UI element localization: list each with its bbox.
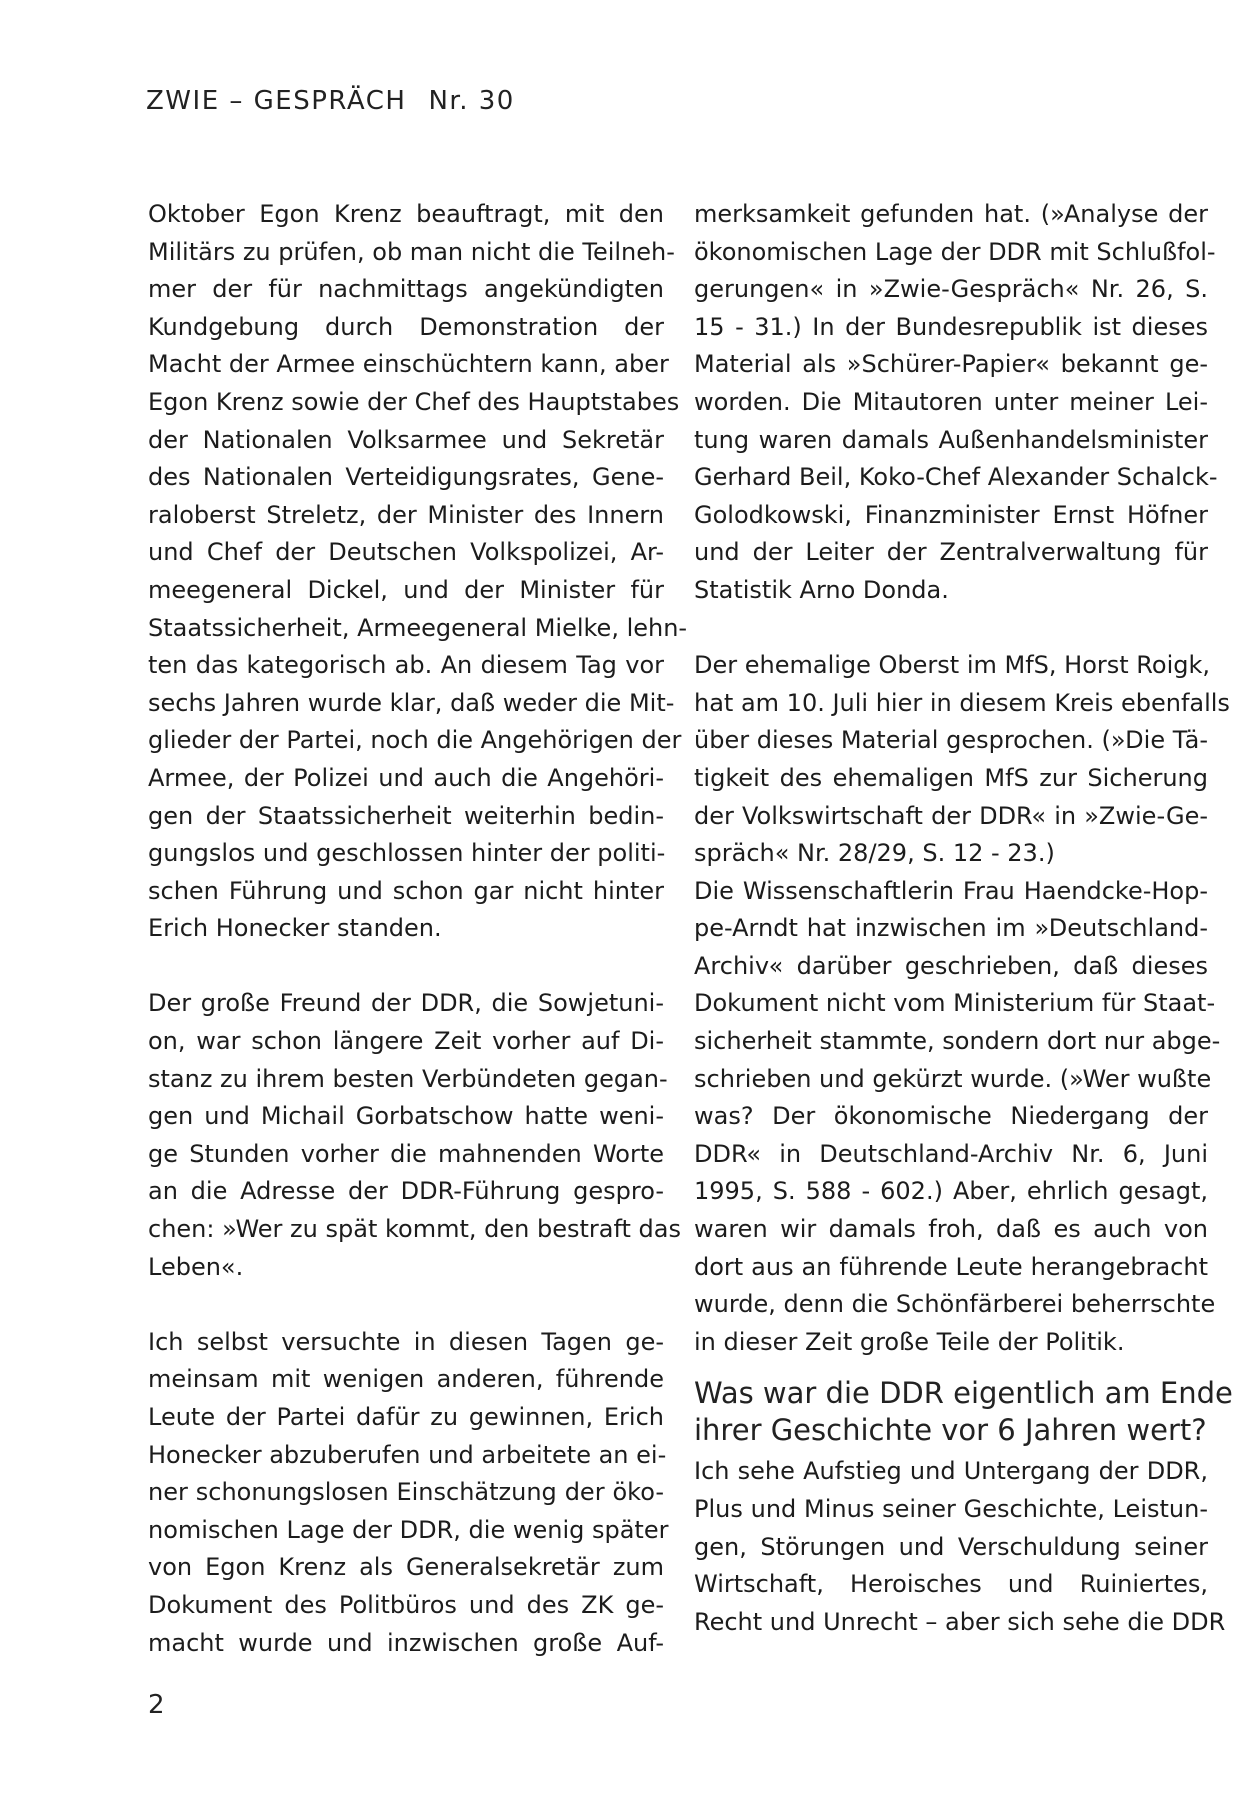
text-line: glieder der Partei, noch die Angehörigen der bbox=[148, 726, 682, 755]
right-column bbox=[694, 196, 1233, 1641]
text-line: mer der für nachmittags angekündigten bbox=[148, 275, 664, 304]
text-line: Militärs zu prüfen, ob man nicht die Teilneh- bbox=[148, 237, 675, 266]
text-line: macht wurde und inzwischen große Auf- bbox=[148, 1628, 664, 1657]
text-line: Dokument nicht vom Ministerium für Staat- bbox=[694, 989, 1216, 1018]
text-line: schen Führung und schon gar nicht hinter bbox=[148, 876, 664, 905]
heading-line: Was war die DDR eigentlich am Ende bbox=[694, 1376, 1233, 1411]
text-line: ökonomischen Lage der DDR mit Schlußfol- bbox=[694, 237, 1216, 266]
text-line: und Chef der Deutschen Volkspolizei, Ar- bbox=[148, 538, 664, 567]
text-line: von Egon Krenz als Generalsekretär zum bbox=[148, 1553, 664, 1582]
paragraph bbox=[694, 647, 1230, 873]
text-line: Oktober Egon Krenz beauftragt, mit den bbox=[148, 200, 664, 228]
text-line: Honecker abzuberufen und arbeitete an ei- bbox=[148, 1440, 667, 1469]
text-line: gen der Staatssicherheit weiterhin bedin- bbox=[148, 801, 664, 830]
text-line: tigkeit des ehemaligen MfS zur Sicherung bbox=[694, 763, 1208, 792]
text-line: schrieben und gekürzt wurde. (»Wer wußte bbox=[694, 1064, 1212, 1093]
text-line: Archiv« darüber geschrieben, daß dieses bbox=[694, 951, 1208, 980]
heading-line: ihrer Geschichte vor 6 Jahren wert? bbox=[694, 1413, 1207, 1448]
text-line: Wirtschaft, Heroisches und Ruiniertes, bbox=[694, 1570, 1208, 1599]
paragraph bbox=[148, 196, 688, 948]
text-line: Erich Honecker standen. bbox=[148, 914, 442, 943]
text-line: und der Leiter der Zentralverwaltung für bbox=[694, 538, 1208, 567]
text-line: spräch« Nr. 28/29, S. 12 - 23.) bbox=[694, 839, 1055, 868]
text-line: sicherheit stammte, sondern dort nur abge- bbox=[694, 1027, 1221, 1056]
text-line: stanz zu ihrem besten Verbündeten gegan- bbox=[148, 1064, 668, 1093]
text-line: sechs Jahren wurde klar, daß weder die Mit- bbox=[148, 688, 675, 717]
text-line: Ich selbst versuchte in diesen Tagen ge- bbox=[148, 1327, 664, 1356]
text-line: Leute der Partei dafür zu gewinnen, Erich bbox=[148, 1403, 664, 1431]
text-line: ge Stunden vorher die mahnenden Worte bbox=[148, 1139, 664, 1168]
journal-title: ZWIE – GESPRÄCH bbox=[146, 86, 407, 116]
text-line: 1995, S. 588 - 602.) Aber, ehrlich gesagt, bbox=[694, 1177, 1208, 1206]
text-line: DDR« in Deutschland-Archiv Nr. 6, Juni bbox=[694, 1139, 1208, 1168]
text-line: über dieses Material gesprochen. (»Die Tä- bbox=[694, 726, 1208, 755]
text-line: Statistik Arno Donda. bbox=[694, 575, 949, 604]
text-line: Der große Freund der DDR, die Sowjetuni- bbox=[148, 989, 664, 1018]
text-line: ten das kategorisch ab. An diesem Tag vor bbox=[148, 651, 664, 680]
paragraph-spacer bbox=[148, 948, 664, 986]
paragraph-spacer bbox=[148, 1286, 664, 1324]
paragraph bbox=[694, 196, 1218, 610]
text-line: Ich sehe Aufstieg und Untergang der DDR, bbox=[694, 1457, 1208, 1486]
text-line: Der ehemalige Oberst im MfS, Horst Roigk, bbox=[694, 651, 1211, 680]
text-line: Dokument des Politbüros und des ZK ge- bbox=[148, 1590, 664, 1619]
text-line: ner schonungslosen Einschätzung der öko- bbox=[148, 1478, 664, 1507]
text-line: chen: »Wer zu spät kommt, den bestraft das bbox=[148, 1215, 681, 1244]
paragraph-spacer bbox=[694, 610, 1208, 648]
text-line: merksamkeit gefunden hat. (»Analyse der bbox=[694, 200, 1208, 228]
text-line: tung waren damals Außenhandelsminister bbox=[694, 425, 1208, 454]
text-line: raloberst Streletz, der Minister des Innern bbox=[148, 500, 664, 529]
text-line: was? Der ökonomische Niedergang der bbox=[694, 1102, 1208, 1131]
paragraph bbox=[148, 985, 681, 1286]
left-column bbox=[148, 196, 688, 1662]
text-line: gen, Störungen und Verschuldung seiner bbox=[694, 1532, 1208, 1561]
text-line: hat am 10. Juli hier in diesem Kreis ebenfalls bbox=[694, 688, 1230, 717]
text-line: wurde, denn die Schönfärberei beherrschte bbox=[694, 1290, 1216, 1319]
text-line: der Volkswirtschaft der DDR« in »Zwie-Ge- bbox=[694, 801, 1208, 830]
text-line: gen und Michail Gorbatschow hatte weni- bbox=[148, 1102, 664, 1131]
text-line: Gerhard Beil, Koko-Chef Alexander Schalck- bbox=[694, 463, 1218, 492]
text-line: waren wir damals froh, daß es auch von bbox=[694, 1215, 1208, 1244]
text-line: des Nationalen Verteidigungsrates, Gene- bbox=[148, 463, 664, 492]
text-line: gerungen« in »Zwie-Gespräch« Nr. 26, S. bbox=[694, 275, 1208, 304]
text-line: Die Wissenschaftlerin Frau Haendcke-Hop- bbox=[694, 876, 1208, 905]
text-line: meegeneral Dickel, und der Minister für bbox=[148, 575, 664, 604]
paragraph bbox=[694, 1453, 1226, 1641]
text-line: Staatssicherheit, Armeegeneral Mielke, lehn- bbox=[148, 613, 688, 642]
text-line: Macht der Armee einschüchtern kann, aber bbox=[148, 350, 669, 379]
text-line: Leben«. bbox=[148, 1252, 244, 1281]
text-line: in dieser Zeit große Teile der Politik. bbox=[694, 1327, 1125, 1356]
text-line: Material als »Schürer-Papier« bekannt ge- bbox=[694, 350, 1208, 379]
page-number: 2 bbox=[148, 1690, 165, 1720]
paragraph bbox=[148, 1324, 669, 1662]
section-heading bbox=[694, 1375, 1233, 1449]
text-line: Kundgebung durch Demonstration der bbox=[148, 312, 664, 341]
running-header bbox=[146, 86, 515, 116]
issue-number: Nr. 30 bbox=[428, 86, 515, 116]
text-line: nomischen Lage der DDR, die wenig später bbox=[148, 1515, 669, 1544]
text-line: dort aus an führende Leute herangebracht bbox=[694, 1252, 1208, 1281]
text-line: Recht und Unrecht – aber sich sehe die DDR bbox=[694, 1607, 1226, 1636]
text-line: Plus und Minus seiner Geschichte, Leistun- bbox=[694, 1495, 1208, 1523]
paragraph bbox=[694, 873, 1221, 1362]
text-line: gungslos und geschlossen hinter der politi- bbox=[148, 839, 666, 868]
text-line: meinsam mit wenigen anderen, führende bbox=[148, 1365, 664, 1394]
text-line: Armee, der Polizei und auch die Angehöri- bbox=[148, 763, 664, 792]
text-line: pe-Arndt hat inzwischen im »Deutschland- bbox=[694, 914, 1208, 943]
text-line: an die Adresse der DDR-Führung gespro- bbox=[148, 1177, 664, 1206]
text-line: Golodkowski, Finanzminister Ernst Höfner bbox=[694, 500, 1208, 529]
text-line: worden. Die Mitautoren unter meiner Lei- bbox=[694, 387, 1208, 416]
text-line: Egon Krenz sowie der Chef des Hauptstabes bbox=[148, 387, 680, 416]
text-line: on, war schon längere Zeit vorher auf Di- bbox=[148, 1027, 664, 1056]
text-line: der Nationalen Volksarmee und Sekretär bbox=[148, 425, 664, 454]
text-line: 15 - 31.) In der Bundesrepublik ist dieses bbox=[694, 312, 1208, 341]
